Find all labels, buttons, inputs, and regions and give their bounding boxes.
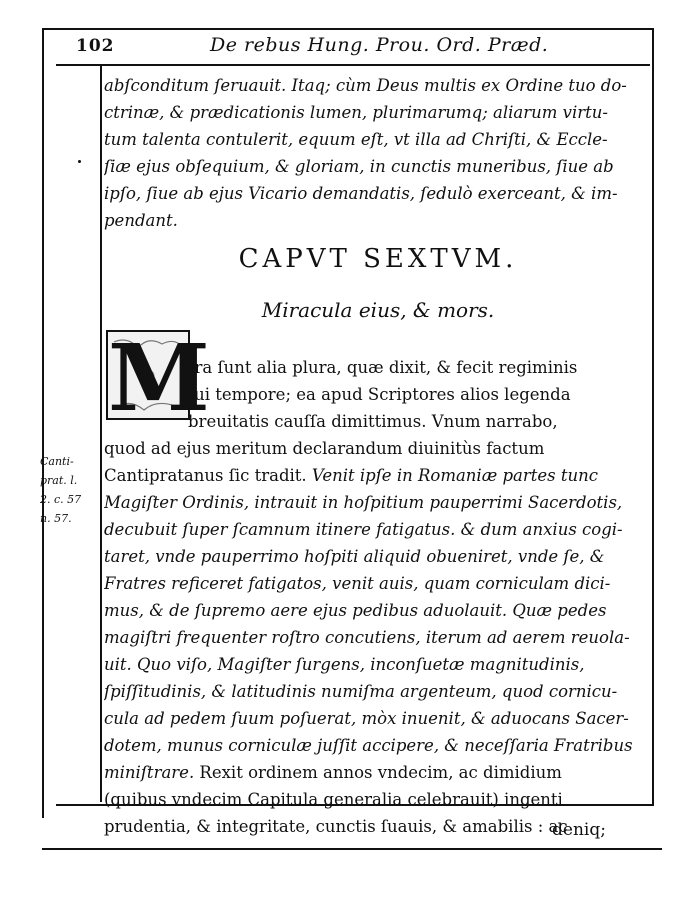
catchword: deniq; <box>552 820 606 840</box>
left-inner-rule <box>100 66 102 802</box>
text-line: Fratres reficeret fatigatos, venit auis, quam corniculam dici- <box>104 574 611 593</box>
text-line: ſiæ ejus obſequium, & gloriam, in cunctis muneribus, ſiue ab <box>104 157 614 176</box>
base-rule <box>42 848 662 850</box>
stray-mark <box>78 160 81 163</box>
header-rule <box>56 64 650 66</box>
text-line: prudentia, & integritate, cunctis ſuauis, & amabilis : ac <box>104 817 568 836</box>
text-line: pendant. <box>104 211 178 230</box>
right-rule <box>652 28 654 806</box>
chapter-subheading: Miracula eius, & mors. <box>261 298 495 322</box>
text-line: miniſtrare. Rexit ordinem annos vndecim, ac dimidium <box>104 763 562 782</box>
chapter-heading: CAPVT SEXTVM. <box>238 244 518 274</box>
text-line: uit. Quo viſo, Magiſter ſurgens, inconſuetæ magnitudinis, <box>104 655 585 674</box>
text-line: breuitatis cauſſa dimittimus. Vnum narrabo, <box>188 412 558 431</box>
text-line: (quibus vndecim Capitula generalia celebrauit) ingenti <box>104 790 563 809</box>
text-line: abſconditum ſeruauit. Itaq; cùm Deus multis ex Ordine tuo do- <box>104 76 627 95</box>
margin-citation: Canti- prat. l. 2. c. 57 n. 57. <box>40 455 82 525</box>
text-line: ſui tempore; ea apud Scriptores alios legenda <box>188 385 571 404</box>
text-line: tum talenta contulerit, equum eſt, vt illa ad Chriſti, & Eccle- <box>104 130 608 149</box>
text-line: Cantipratanus ſic tradit. Venit ipſe in Romaniæ partes tunc <box>104 466 598 485</box>
text-line: decubuit ſuper ſcamnum itinere fatigatus. & dum anxius cogi- <box>104 520 623 539</box>
text-line: magiſtri frequenter roſtro concutiens, iterum ad aerem reuola- <box>104 628 630 647</box>
top-rule <box>42 28 654 30</box>
page-header <box>60 34 650 64</box>
drop-cap-letter: M <box>108 324 210 432</box>
text-line: ſpiſſitudinis, & latitudinis numiſma argenteum, quod cornicu- <box>104 682 618 701</box>
text-line: ctrinæ, & prædicationis lumen, plurimarumq; aliarum virtu- <box>104 103 608 122</box>
text-line: dotem, munus corniculæ juſſit accipere, & neceſſaria Fratribus <box>104 736 633 755</box>
text-line: Magiſter Ordinis, intrauit in hoſpitium pauperrimi Sacerdotis, <box>104 493 623 512</box>
top-paragraph <box>104 72 652 234</box>
main-paragraph <box>104 354 652 840</box>
text-line: quod ad ejus meritum declarandum diuinitùs factum <box>104 439 545 458</box>
text-line: mus, & de ſupremo aere ejus pedibus aduolauit. Quæ pedes <box>104 601 607 620</box>
text-line: Ira ſunt alia plura, quæ dixit, & fecit regiminis <box>188 358 578 377</box>
text-line: ipſo, ſiue ab ejus Vicario demandatis, ſedulò exerceant, & im- <box>104 184 618 203</box>
text-line: cula ad pedem ſuum poſuerat, mòx inuenit, & aduocans Sacer- <box>104 709 629 728</box>
text-line: taret, vnde pauperrimo hoſpiti aliquid obueniret, vnde ſe, & <box>104 547 605 566</box>
left-outer-rule <box>42 28 44 818</box>
page-number: 102 <box>76 36 115 56</box>
running-head: De rebus Hung. Prou. Ord. Præd. <box>210 34 549 56</box>
